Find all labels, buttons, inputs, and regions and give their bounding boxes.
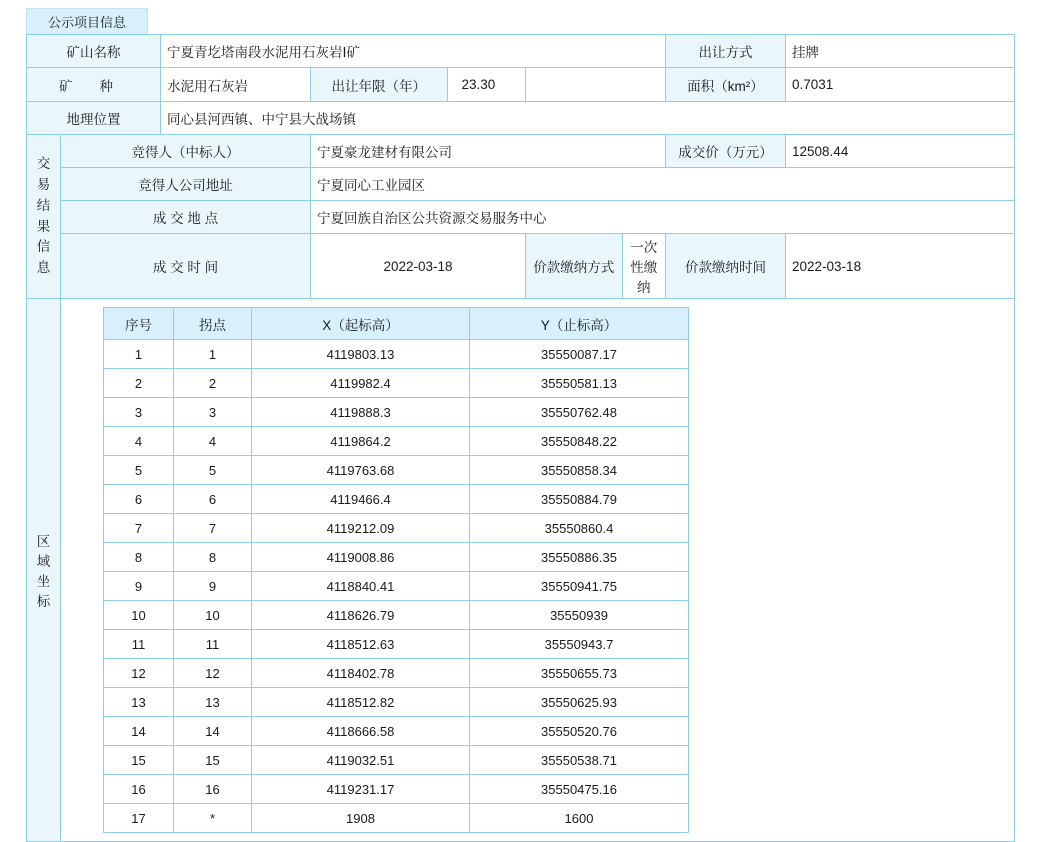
coords-cell-index: 17 xyxy=(104,804,174,833)
table-row xyxy=(27,168,1015,201)
table-row xyxy=(27,135,1015,168)
trade-result-label: 交 易 结 果 信 息 xyxy=(27,135,61,299)
bidder-address-label: 竞得人公司地址 xyxy=(61,168,311,201)
mine-name-label: 矿山名称 xyxy=(27,35,161,68)
table-row xyxy=(27,35,1015,68)
transfer-years-cell xyxy=(311,68,526,102)
price-value: 12508.44 xyxy=(786,135,1015,168)
deal-place-label: 成 交 地 点 xyxy=(61,201,311,234)
coords-row xyxy=(104,514,689,543)
page-title-tab xyxy=(26,8,148,34)
coords-row xyxy=(104,543,689,572)
coords-header-index: 序号 xyxy=(104,308,174,340)
coords-cell-index: 7 xyxy=(104,514,174,543)
coords-row xyxy=(104,340,689,369)
coords-cell-index: 2 xyxy=(104,369,174,398)
bidder-value: 宁夏豪龙建材有限公司 xyxy=(311,135,666,168)
area-label: 面积（km²） xyxy=(666,68,786,102)
coords-cell-point: 7 xyxy=(174,514,252,543)
deal-place-value: 宁夏回族自治区公共资源交易服务中心 xyxy=(311,201,1015,234)
coords-cell-x: 4119466.4 xyxy=(252,485,470,514)
coords-header-row xyxy=(104,308,689,340)
payment-mode-label: 价款缴纳方式 xyxy=(526,234,622,298)
coords-row xyxy=(104,369,689,398)
coords-cell-point: 4 xyxy=(174,427,252,456)
coords-cell-point: 12 xyxy=(174,659,252,688)
coords-row xyxy=(104,775,689,804)
coords-cell-y: 35550475.16 xyxy=(470,775,689,804)
coords-cell-index: 1 xyxy=(104,340,174,369)
coords-cell-point: * xyxy=(174,804,252,833)
coords-cell-point: 11 xyxy=(174,630,252,659)
payment-mode-value: 一次性缴纳 xyxy=(622,234,665,298)
bidder-label: 竞得人（中标人） xyxy=(61,135,311,168)
coords-cell-x: 4118512.63 xyxy=(252,630,470,659)
coords-cell-index: 11 xyxy=(104,630,174,659)
coords-cell-y: 35550858.34 xyxy=(470,456,689,485)
coords-cell-y: 35550538.71 xyxy=(470,746,689,775)
coords-cell-y: 35550943.7 xyxy=(470,630,689,659)
coords-cell-x: 4118626.79 xyxy=(252,601,470,630)
mine-name-value: 宁夏青圪塔南段水泥用石灰岩Ⅰ矿 xyxy=(161,35,666,68)
location-label: 地理位置 xyxy=(27,102,161,135)
payment-mode-cell xyxy=(526,234,666,299)
location-value: 同心县河西镇、中宁县大战场镇 xyxy=(161,102,1015,135)
coords-cell-x: 4119212.09 xyxy=(252,514,470,543)
coords-cell-y: 35550941.75 xyxy=(470,572,689,601)
coords-cell-index: 16 xyxy=(104,775,174,804)
coords-cell-y: 35550939 xyxy=(470,601,689,630)
coords-cell-x: 1908 xyxy=(252,804,470,833)
transfer-years-value: 23.30 xyxy=(447,68,525,101)
coords-cell-point: 8 xyxy=(174,543,252,572)
coords-cell-y: 35550087.17 xyxy=(470,340,689,369)
transfer-mode-value: 挂牌 xyxy=(786,35,1015,68)
coordinates-table xyxy=(103,307,689,833)
coords-body xyxy=(104,340,689,833)
coords-cell-x: 4119888.3 xyxy=(252,398,470,427)
coords-cell-index: 6 xyxy=(104,485,174,514)
coords-cell-y: 35550581.13 xyxy=(470,369,689,398)
coords-cell-point: 1 xyxy=(174,340,252,369)
coords-cell-x: 4119763.68 xyxy=(252,456,470,485)
mineral-type-label xyxy=(27,68,161,102)
coords-cell-point: 13 xyxy=(174,688,252,717)
table-row xyxy=(27,68,1015,102)
transfer-mode-label: 出让方式 xyxy=(666,35,786,68)
coords-cell-y: 35550860.4 xyxy=(470,514,689,543)
coords-cell-index: 12 xyxy=(104,659,174,688)
coords-cell-y: 35550625.93 xyxy=(470,688,689,717)
coords-row xyxy=(104,601,689,630)
coords-cell-x: 4118512.82 xyxy=(252,688,470,717)
coords-row xyxy=(104,572,689,601)
coords-cell-y: 35550655.73 xyxy=(470,659,689,688)
coords-cell-y: 1600 xyxy=(470,804,689,833)
coords-cell-x: 4119864.2 xyxy=(252,427,470,456)
mineral-type-label-text: 矿 种 xyxy=(59,78,113,94)
coords-cell-x: 4119231.17 xyxy=(252,775,470,804)
coords-container xyxy=(61,299,1015,842)
coords-cell-index: 3 xyxy=(104,398,174,427)
coords-cell-point: 14 xyxy=(174,717,252,746)
coords-cell-y: 35550762.48 xyxy=(470,398,689,427)
table-row xyxy=(27,234,1015,299)
coords-cell-x: 4119803.13 xyxy=(252,340,470,369)
coords-header-x: X（起标高） xyxy=(252,308,470,340)
coords-cell-index: 14 xyxy=(104,717,174,746)
coords-header-y: Y（止标高） xyxy=(470,308,689,340)
coords-row xyxy=(104,456,689,485)
project-info-table xyxy=(26,34,1015,842)
mineral-type-value: 水泥用石灰岩 xyxy=(161,68,311,102)
coords-cell-index: 9 xyxy=(104,572,174,601)
coords-row xyxy=(104,746,689,775)
area-value: 0.7031 xyxy=(786,68,1015,102)
deal-time-label: 成 交 时 间 xyxy=(61,234,311,299)
table-row xyxy=(27,102,1015,135)
coords-cell-index: 13 xyxy=(104,688,174,717)
coords-cell-x: 4118666.58 xyxy=(252,717,470,746)
coords-cell-point: 16 xyxy=(174,775,252,804)
coords-cell-index: 15 xyxy=(104,746,174,775)
table-row xyxy=(27,299,1015,842)
coords-cell-y: 35550848.22 xyxy=(470,427,689,456)
page-title: 公示项目信息 xyxy=(47,15,126,30)
coords-cell-point: 2 xyxy=(174,369,252,398)
coords-row xyxy=(104,398,689,427)
deal-time-value: 2022-03-18 xyxy=(311,234,526,299)
coords-cell-index: 10 xyxy=(104,601,174,630)
coords-cell-point: 15 xyxy=(174,746,252,775)
coords-cell-index: 5 xyxy=(104,456,174,485)
coords-cell-x: 4119982.4 xyxy=(252,369,470,398)
coords-cell-point: 6 xyxy=(174,485,252,514)
coords-cell-y: 35550886.35 xyxy=(470,543,689,572)
bidder-address-value: 宁夏同心工业园区 xyxy=(311,168,1015,201)
coords-row xyxy=(104,717,689,746)
payment-time-label: 价款缴纳时间 xyxy=(666,234,786,299)
price-label: 成交价（万元） xyxy=(666,135,786,168)
coords-row xyxy=(104,659,689,688)
payment-time-value: 2022-03-18 xyxy=(786,234,1015,299)
coords-cell-point: 5 xyxy=(174,456,252,485)
coords-label: 区域坐标 xyxy=(27,299,61,842)
coords-header-point: 拐点 xyxy=(174,308,252,340)
coords-row xyxy=(104,427,689,456)
coords-row xyxy=(104,485,689,514)
coords-cell-index: 4 xyxy=(104,427,174,456)
coords-cell-y: 35550884.79 xyxy=(470,485,689,514)
coords-cell-x: 4119008.86 xyxy=(252,543,470,572)
coords-cell-x: 4118840.41 xyxy=(252,572,470,601)
coords-cell-index: 8 xyxy=(104,543,174,572)
coords-row xyxy=(104,688,689,717)
transfer-years-label: 出让年限（年） xyxy=(311,68,447,101)
coords-cell-point: 10 xyxy=(174,601,252,630)
coords-cell-x: 4118402.78 xyxy=(252,659,470,688)
coords-row xyxy=(104,804,689,833)
coords-cell-point: 3 xyxy=(174,398,252,427)
table-row xyxy=(27,201,1015,234)
coords-cell-point: 9 xyxy=(174,572,252,601)
coords-cell-x: 4119032.51 xyxy=(252,746,470,775)
coords-cell-y: 35550520.76 xyxy=(470,717,689,746)
coords-row xyxy=(104,630,689,659)
